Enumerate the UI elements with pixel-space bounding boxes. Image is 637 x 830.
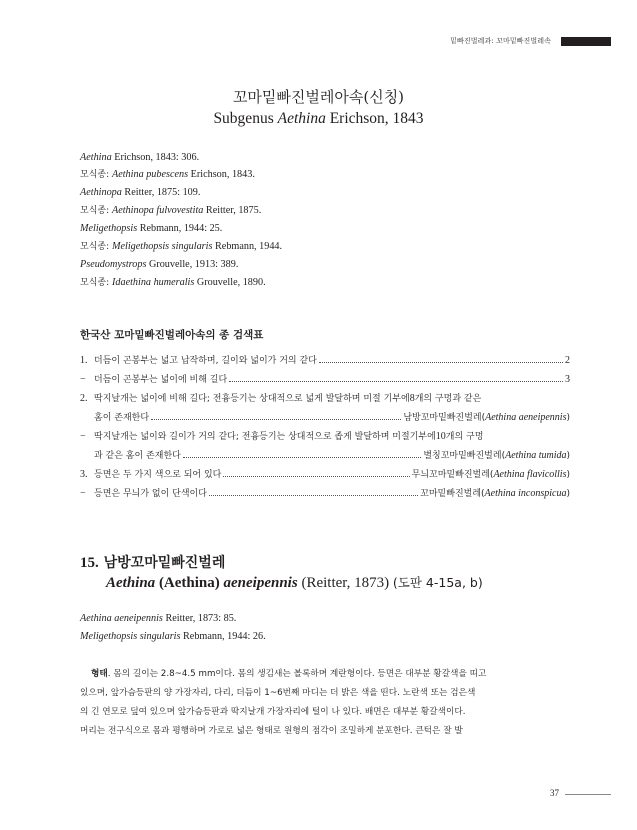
description-line: 있으며, 앞가슴등판의 양 가장자리, 다리, 더듬이 1~6번째 마디는 더 밝은 색을 띤다. 노란색 또는 검은색 xyxy=(80,688,476,698)
title-korean: 꼬마밑빠진벌레아속(신칭) xyxy=(232,88,405,106)
synonym-line: 모식종: Idaethina humeralis Grouvelle, 1890. xyxy=(80,277,266,288)
leader-dots xyxy=(151,419,401,420)
species-heading: 15. 남방꼬마밑빠진벌레 Aethina (Aethina) aeneipennis (Reitter, 1873) (도판 4-15a, b) xyxy=(80,555,483,591)
synonym-line: 모식종: Aethinopa fulvovestita Reitter, 1875. xyxy=(80,205,262,216)
key-row: − 더듬이 곤봉부는 넓이에 비해 길다 3 xyxy=(80,374,570,385)
key-row: − 딱지날개는 넓이와 길이가 거의 같다; 전흉등기는 상대적으로 좁게 발달하며 미절기부에 10 개의 구멍 xyxy=(80,431,484,442)
leader-dots xyxy=(183,457,421,458)
description-line: 의 긴 연모로 덮여 있으며 앞가슴등판과 딱지날개 가장자리에 털이 나 있다. 배면은 대부분 황갈색이다. xyxy=(80,707,466,717)
species-synonym: Meligethopsis singularis Rebmann, 1944: 26. xyxy=(80,631,266,642)
figure-reference: (도판 4-15a, b) xyxy=(392,575,483,590)
synonym-line: Aethinopa Reitter, 1875: 109. xyxy=(80,187,201,198)
description-line: 형태. 몸의 길이는 2.8~4.5 mm이다. 몸의 생김새는 볼록하며 계란형이다. 등면은 대부분 황갈색을 띠고 xyxy=(91,669,487,679)
title-block xyxy=(0,86,637,130)
key-row: 홈이 존재한다 남방꼬마밑빠진벌레(Aethina aeneipennis) xyxy=(94,412,570,423)
leader-dots xyxy=(223,476,409,477)
synonym-line: Pseudomystrops Grouvelle, 1913: 389. xyxy=(80,259,239,270)
synonym-line: Aethina Erichson, 1843: 306. xyxy=(80,152,200,163)
leader-dots xyxy=(209,495,418,496)
key-heading: 한국산 꼬마밑빠진벌레아속의 종 검색표 xyxy=(80,329,264,341)
synonym-line: Meligethopsis Rebmann, 1944: 25. xyxy=(80,223,223,234)
footer-rule xyxy=(565,794,611,795)
page-number: 37 xyxy=(550,788,559,798)
description-label: 형태 xyxy=(91,669,108,679)
key-row: 과 같은 홈이 존재한다 별칭꼬마밑빠진벌레(Aethina tumida) xyxy=(94,450,570,461)
title-subgenus: Subgenus Aethina Erichson, 1843 xyxy=(213,110,424,127)
leader-dots xyxy=(319,362,563,363)
species-synonym: Aethina aeneipennis Reitter, 1873: 85. xyxy=(80,613,237,624)
key-row: 1. 더듬이 곤봉부는 넓고 납작하며, 길이와 넓이가 거의 같다 2 xyxy=(80,355,570,366)
synonym-line: 모식종: Aethina pubescens Erichson, 1843. xyxy=(80,169,255,180)
subgenus-name: Aethina xyxy=(277,110,326,127)
species-korean-name: 남방꼬마밑빠진벌레 xyxy=(103,555,226,571)
species-scientific-name: Aethina (Aethina) aeneipennis (Reitter, 1873) (도판 4-15a, b) xyxy=(106,575,483,591)
synonym-line: 모식종: Meligethopsis singularis Rebmann, 1944. xyxy=(80,241,283,252)
key-row: − 등면은 무늬가 없이 단색이다 꼬마밑빠진벌레(Aethina inconspicua) xyxy=(80,488,570,499)
leader-dots xyxy=(229,381,563,382)
key-row: 2. 딱지날개는 넓이에 비해 길다; 전흉등기는 상대적으로 넓게 발달하며 미절 기부에 8 개의 구멍과 같은 xyxy=(80,393,482,404)
header-bar xyxy=(561,37,611,46)
description-line: 머리는 전구식으로 몸과 평행하며 가로로 넓은 형태로 원형의 점각이 조밀하게 분포한다. 큰턱은 잘 발 xyxy=(80,726,463,736)
key-row: 3. 등면은 두 가지 색으로 되어 있다 무늬꼬마밑빠진벌레(Aethina flavicollis) xyxy=(80,469,570,480)
running-header xyxy=(450,35,611,47)
running-title: 밑빠진벌레과: 꼬마밑빠진벌레속 xyxy=(450,37,551,45)
